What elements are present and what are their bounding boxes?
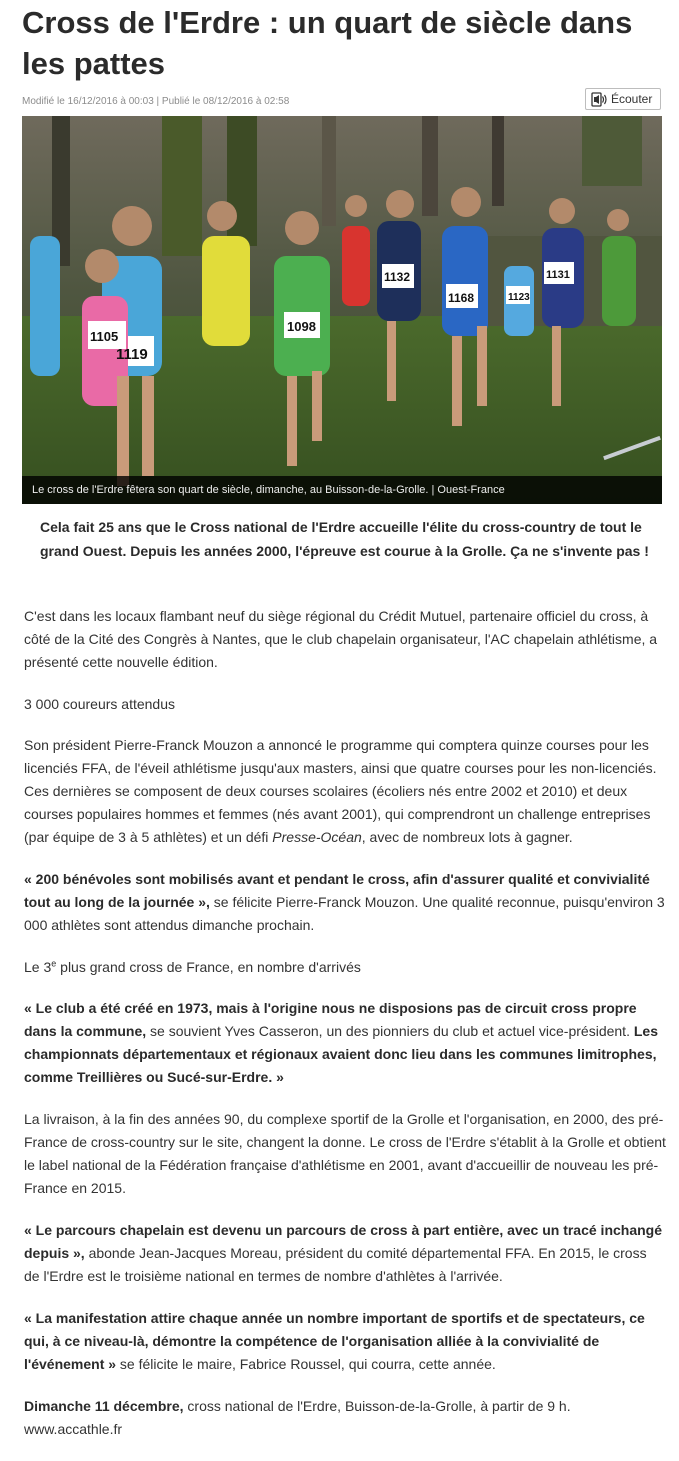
article-lead: Cela fait 25 ans que le Cross national de l'Erdre accueille l'élite du cross-country de tout le grand Ouest. Depuis les années 2000, l'épreuve est courue à la Grolle. Ça ne s'invente pas ! <box>40 519 649 559</box>
paragraph: La livraison, à la fin des années 90, du complexe sportif de la Grolle et l'organisation, en 2000, des pré-France de cross-country sur le site, changent la donne. Le cross de l'Erdre s'établit à la Grolle et obtient le label national de la Fédération française d'athlétisme en 2001, avant d'accueillir de nouveau les pré-France en 2015. <box>24 1111 666 1196</box>
article-dates: Modifié le 16/12/2016 à 00:03 | Publié le 08/12/2016 à 02:58 <box>22 96 290 107</box>
bib-number: 1105 <box>90 329 119 344</box>
subheading <box>24 956 666 979</box>
cross-runners-photo <box>22 116 662 504</box>
bib-number: 1119 <box>116 346 148 363</box>
bib-number: 1098 <box>287 319 316 334</box>
quote: « 200 bénévoles sont mobilisés avant et pendant le cross, afin d'assurer qualité et convivialité tout au long de la journée », <box>24 871 650 910</box>
bib-number: 1131 <box>546 269 570 281</box>
newspaper-name: Presse-Océan <box>272 829 362 845</box>
event-date: Dimanche 11 décembre, <box>24 1398 184 1414</box>
text: se félicite Pierre-Franck Mouzon. Une qualité reconnue, puisqu'environ 3 000 athlètes sont attendus dimanche prochain. <box>24 894 665 933</box>
paragraph <box>24 1395 666 1441</box>
photo-caption: Le cross de l'Erdre fêtera son quart de siècle, dimanche, au Buisson-de-la-Grolle. | Ouest-France <box>22 476 662 504</box>
paragraph <box>24 997 666 1089</box>
text: se souvient Yves Casseron, un des pionniers du club et actuel vice-président. <box>146 1023 634 1039</box>
paragraph <box>24 1219 666 1288</box>
bib-number: 1123 <box>508 292 530 303</box>
speaker-icon <box>591 92 607 107</box>
bib-number: 1132 <box>384 270 411 284</box>
quote: « Le club a été créé en 1973, mais à l'origine nous ne disposions pas de circuit cross propre dans la commune, <box>24 1000 637 1039</box>
paragraph: C'est dans les locaux flambant neuf du siège régional du Crédit Mutuel, partenaire officiel du cross, à côté de la Cité des Congrès à Nantes, que le club chapelain organisateur, l'AC chapelain athlétisme, a présenté cette nouvelle édition. <box>24 608 658 670</box>
quote: « La manifestation attire chaque année un nombre important de sportifs et de spectateurs, ce qui, à ce niveau-là, démontre la compétence de l'organisation alliée à la convivialité de l'événement » <box>24 1310 645 1372</box>
article-photo <box>22 116 662 504</box>
text: abonde Jean-Jacques Moreau, président du comité départemental FFA. En 2015, le cross de l'Erdre est le troisième national en termes de nombre d'athlètes à l'arrivée. <box>24 1245 647 1284</box>
text: Le 3 <box>24 959 52 975</box>
article-body <box>24 605 666 1460</box>
text: cross national de l'Erdre, Buisson-de-la-Grolle, à partir de 9 h. <box>183 1398 571 1414</box>
paragraph <box>24 734 666 849</box>
listen-label: Écouter <box>611 92 653 106</box>
subheading: 3 000 coureurs attendus <box>24 696 175 712</box>
quote: Les championnats départementaux et régionaux avaient donc lieu dans les communes limitrophes, comme Treillières ou Sucé-sur-Erdre. » <box>24 1023 658 1085</box>
superscript: e <box>51 958 57 969</box>
quote: « Le parcours chapelain est devenu un parcours de cross à part entière, avec un tracé inchangé depuis », <box>24 1222 663 1261</box>
article-title: Cross de l'Erdre : un quart de siècle dans les pattes <box>22 5 633 81</box>
paragraph <box>24 868 666 937</box>
paragraph <box>24 1307 666 1376</box>
text: plus grand cross de France, en nombre d'arrivés <box>56 959 361 975</box>
listen-button[interactable] <box>585 88 661 110</box>
text: , avec de nombreux lots à gagner. <box>361 829 573 845</box>
club-website-link[interactable]: www.accathle.fr <box>24 1421 123 1437</box>
bib-number: 1168 <box>448 291 475 305</box>
text: Son président Pierre-Franck Mouzon a annoncé le programme qui comptera quinze courses pour les licenciés FFA, de l'éveil athlétisme jusqu'aux masters, ainsi que quatre courses pour les non-licenciés. Ces dernières se composent de deux courses scolaires (écoliers nés entre 2002 et 2010) et deux courses populaires hommes et femmes (nés avant 2001), qui comprendront un challenge entreprises (par équipe de 3 à 5 athlètes) et un défi <box>24 737 657 845</box>
text: se félicite le maire, Fabrice Roussel, qui courra, cette année. <box>116 1356 496 1372</box>
